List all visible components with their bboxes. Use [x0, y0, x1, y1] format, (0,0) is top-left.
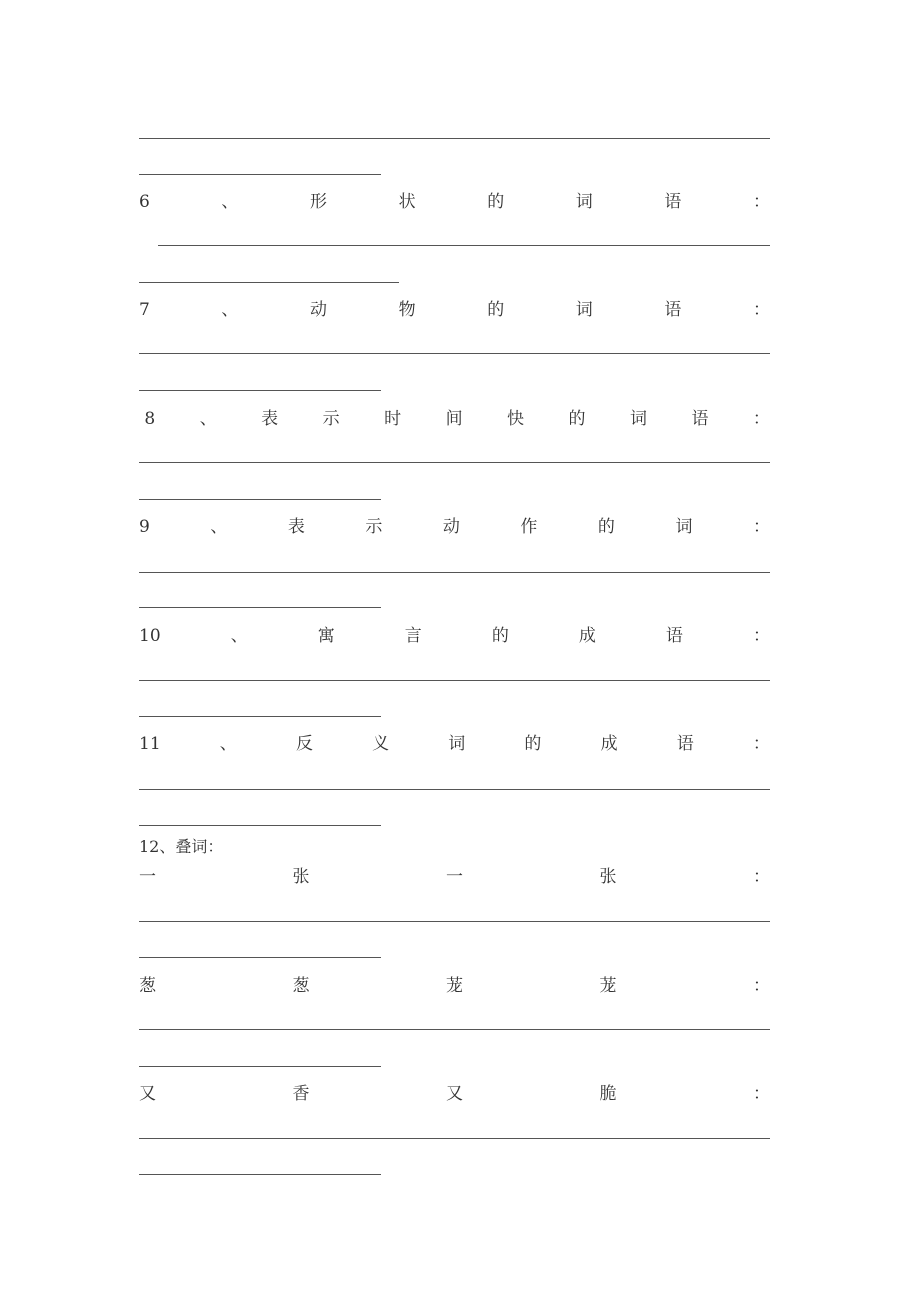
question-char: 词 — [675, 517, 693, 537]
question-char: 语 — [664, 192, 682, 212]
question-char: 物 — [398, 300, 416, 320]
question-char: 的 — [487, 300, 505, 320]
question-char: 的 — [568, 409, 586, 429]
question-char: 、 — [221, 300, 239, 320]
question-char: 、 — [219, 734, 237, 754]
question-char: 茏 — [599, 976, 617, 996]
reduplication-row-1 — [139, 866, 770, 888]
question-char: 语 — [691, 409, 709, 429]
question-char: 时 — [384, 409, 402, 429]
question-char: 作 — [520, 517, 538, 537]
question-char: 葱 — [292, 976, 310, 996]
question-char: 间 — [445, 409, 463, 429]
question-char: 香 — [292, 1084, 310, 1104]
question-char: 言 — [404, 626, 422, 646]
reduplication-row-2 — [139, 975, 770, 997]
question-char: ： — [752, 300, 770, 320]
question-char: 反 — [295, 734, 313, 754]
question-8 — [139, 408, 770, 430]
question-char: 的 — [524, 734, 542, 754]
answer-line[interactable] — [139, 138, 770, 139]
reduplication-row-3 — [139, 1083, 770, 1105]
question-char: 9 — [139, 517, 150, 537]
answer-line[interactable] — [139, 462, 770, 463]
question-char: 词 — [575, 300, 593, 320]
question-char: 义 — [372, 734, 390, 754]
question-char: ： — [753, 867, 770, 887]
question-char: 表 — [261, 409, 279, 429]
question-10 — [139, 625, 770, 647]
question-char: 状 — [398, 192, 416, 212]
answer-line-short[interactable] — [139, 174, 381, 175]
question-char: ： — [752, 734, 770, 754]
answer-line-short[interactable] — [139, 1174, 381, 1175]
answer-line-short[interactable] — [139, 716, 381, 717]
question-char: 茏 — [446, 976, 463, 996]
question-char: 又 — [139, 1084, 156, 1104]
answer-line[interactable] — [139, 353, 770, 354]
question-char: 示 — [365, 517, 383, 537]
question-char: 语 — [665, 626, 683, 646]
question-char: 动 — [310, 300, 328, 320]
answer-line-short[interactable] — [139, 390, 381, 391]
question-char: 成 — [600, 734, 618, 754]
question-char: 的 — [491, 626, 509, 646]
question-char: 7 — [139, 300, 150, 320]
question-11 — [139, 733, 770, 755]
question-char: 、 — [199, 409, 217, 429]
question-6 — [139, 191, 770, 213]
question-7 — [139, 299, 770, 321]
section-12-heading: 12、叠词： — [139, 837, 224, 856]
question-char: 、 — [221, 192, 239, 212]
question-char: 葱 — [139, 976, 156, 996]
question-char: 动 — [442, 517, 460, 537]
question-char: ： — [752, 626, 770, 646]
question-char: 、 — [210, 517, 228, 537]
answer-line-short[interactable] — [139, 825, 381, 826]
question-char: 寓 — [317, 626, 335, 646]
question-char: 又 — [446, 1084, 463, 1104]
question-char: 11 — [139, 734, 161, 754]
answer-line[interactable] — [139, 572, 770, 573]
question-char: 张 — [599, 867, 617, 887]
question-char: 词 — [575, 192, 593, 212]
question-char: 词 — [448, 734, 466, 754]
question-char: 的 — [487, 192, 505, 212]
answer-line-short[interactable] — [139, 1066, 381, 1067]
question-char: 快 — [507, 409, 525, 429]
question-char: 语 — [664, 300, 682, 320]
question-char: 的 — [597, 517, 615, 537]
question-char: 成 — [578, 626, 596, 646]
question-char: 示 — [322, 409, 340, 429]
question-char: 6 — [139, 192, 150, 212]
answer-line[interactable] — [158, 245, 770, 246]
question-9 — [139, 516, 770, 538]
question-char: ： — [753, 1084, 770, 1104]
answer-line-short[interactable] — [139, 282, 399, 283]
answer-line[interactable] — [139, 1138, 770, 1139]
question-char: 形 — [310, 192, 328, 212]
question-char: 语 — [676, 734, 694, 754]
question-char: 一 — [446, 867, 463, 887]
question-char: 脆 — [599, 1084, 617, 1104]
question-char: 表 — [287, 517, 305, 537]
question-char: 词 — [629, 409, 647, 429]
answer-line[interactable] — [139, 680, 770, 681]
question-char: 8 — [139, 409, 156, 429]
question-char: ： — [752, 192, 770, 212]
answer-line[interactable] — [139, 1029, 770, 1030]
answer-line-short[interactable] — [139, 957, 381, 958]
answer-line[interactable] — [139, 921, 770, 922]
answer-line[interactable] — [139, 789, 770, 790]
answer-line-short[interactable] — [139, 607, 381, 608]
answer-line-short[interactable] — [139, 499, 381, 500]
question-char: 10 — [139, 626, 161, 646]
question-char: 、 — [230, 626, 248, 646]
question-char: 张 — [292, 867, 310, 887]
question-char: 一 — [139, 867, 156, 887]
question-char: ： — [753, 976, 770, 996]
question-char: ： — [752, 517, 770, 537]
question-char: ： — [752, 409, 770, 429]
